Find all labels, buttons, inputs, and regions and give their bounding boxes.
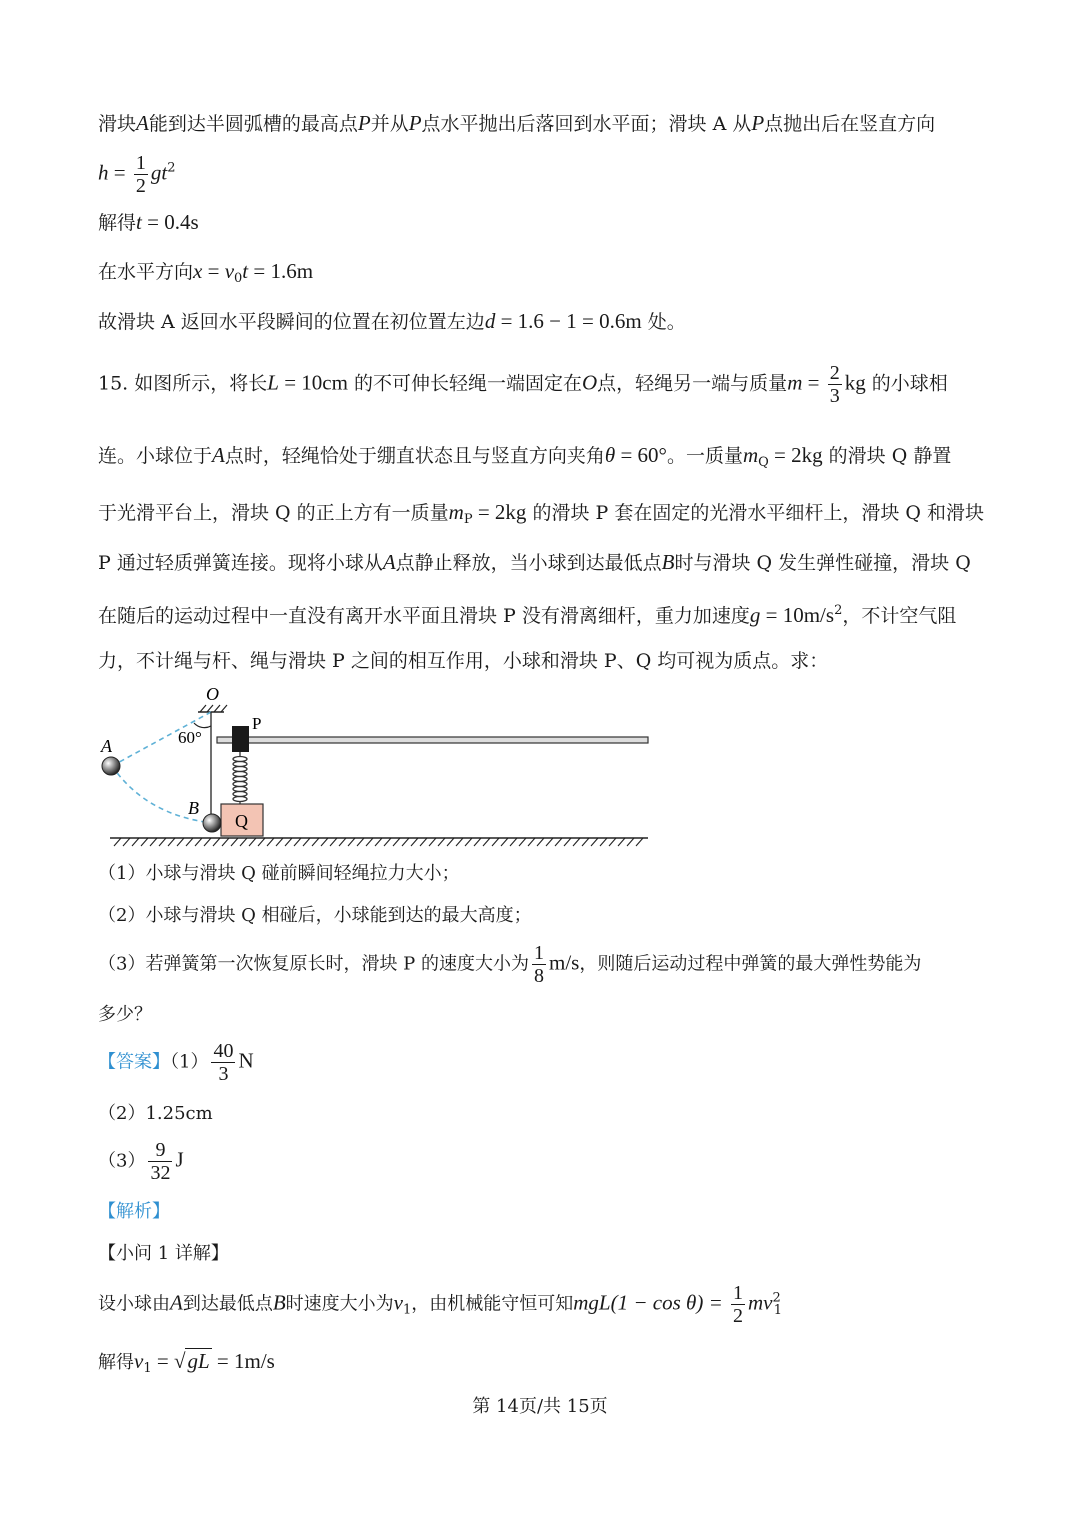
label-O: O (206, 684, 219, 704)
answer-3: （3） $\frac{9}{32}$ J (98, 1139, 184, 1184)
answer-2: （2）1.25cm (98, 1103, 213, 1124)
spring (233, 752, 247, 804)
answer-tag: 【答案】 (98, 1051, 170, 1073)
sub-question-3-cont: 多少？ (98, 1004, 152, 1025)
answer-1: 【答案】（1） $\frac{40}{3}$ N (98, 1040, 254, 1085)
q15-line-4: P 通过轻质弹簧连接。现将小球从A点静止释放，当小球到达最低点B时与滑块 Q 发生弹性碰撞，滑块 Q (98, 550, 971, 574)
prev-line-4: 在水平方向$x = v_0t = 1.6m$ (98, 259, 314, 286)
sub-question-1: （1）小球与滑块 Q 碰前瞬间轻绳拉力大小； (98, 863, 460, 884)
q15-line-2: 连。小球位于A点时，轻绳恰处于绷直状态且与竖直方向夹角θ = 60°。一质量$m_Q = 2kg$ 的滑块 Q 静置 (98, 443, 952, 470)
label-angle: 60° (178, 728, 202, 747)
prev-line-5: 故滑块 A 返回水平段瞬间的位置在初位置左边d = 1.6 − 1 = 0.6m 处。 (98, 309, 686, 333)
label-P: P (252, 714, 262, 733)
ball-B (203, 814, 221, 832)
q15-line-1: 15. 如图所示，将长L = 10cm 的不可伸长轻绳一端固定在O点，轻绳另一端与质量m = $\frac{2}{3}$ kg 的小球相 (98, 362, 948, 407)
physics-figure (96, 680, 656, 850)
q15-line-5: 在随后的运动过程中一直没有离开水平面且滑块 P 没有滑离细杆，重力加速度$g = 10m/s^2$，不计空气阻 (98, 603, 957, 627)
analysis-line-2: 解得$v_1 = √gL = 1m/s$ (98, 1349, 275, 1376)
prev-line-3: 解得t = 0.4s (98, 210, 199, 234)
prev-line-1: 滑块A能到达半圆弧槽的最高点P并从P点水平抛出后落回到水平面；滑块 A 从P点抛出后在竖直方向 (98, 111, 936, 135)
ceiling-hatch (200, 705, 227, 712)
angle-arc (194, 723, 211, 728)
q15-line-6: 力，不计绳与杆、绳与滑块 P 之间的相互作用，小球和滑块 P、Q 均可视为质点。求： (98, 650, 829, 672)
analysis-sub-1-heading: 【小问 1 详解】 (98, 1243, 229, 1264)
q15-line-3: 于光滑平台上，滑块 Q 的正上方有一质量$m_P = 2kg$ 的滑块 P 套在固定的光滑水平细杆上，滑块 Q 和滑块 (98, 500, 984, 527)
analysis-line-1: 设小球由A到达最低点B时速度大小为$v_1$，由机械能守恒可知mgL(1 − cos θ) = $\frac{1}{2}$ $mv^2_1$ (98, 1282, 783, 1327)
label-B: B (188, 798, 199, 818)
ground-hatch (114, 838, 643, 846)
label-Q: Q (235, 811, 248, 831)
prev-line-2-formula: h = $\frac{1}{2}$ $gt^2$ (98, 152, 176, 197)
analysis-tag: 【解析】 (98, 1201, 170, 1222)
rod (217, 737, 648, 743)
page-footer: 第 14页/共 15页 (472, 1396, 608, 1417)
ball-A (102, 757, 120, 775)
sub-question-3: （3）若弹簧第一次恢复原长时，滑块 P 的速度大小为 $\frac{1}{8}$ m/s，则随后运动过程中弹簧的最大弹性势能为 (98, 942, 922, 987)
label-A: A (101, 736, 112, 756)
slider-P (232, 726, 249, 752)
sub-question-2: （2）小球与滑块 Q 相碰后，小球能到达的最大高度； (98, 905, 532, 926)
